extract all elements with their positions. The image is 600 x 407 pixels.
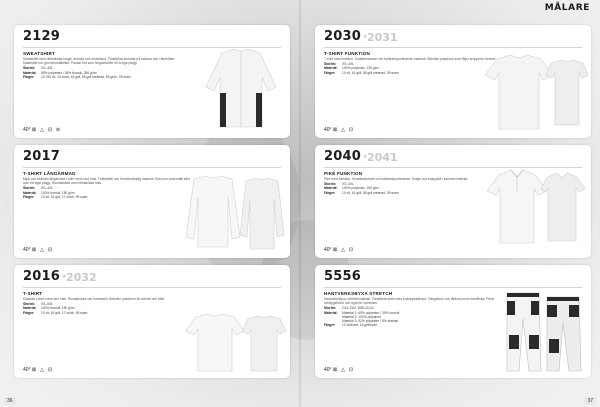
spec-value: XS–4XL xyxy=(342,182,355,187)
product-specs xyxy=(324,62,504,75)
product-specs xyxy=(324,182,504,195)
wash-icon: 40° xyxy=(23,367,31,373)
article-number: 2040 xyxy=(324,149,361,164)
product-card-2030[interactable] xyxy=(315,25,591,138)
spec-key: Material: xyxy=(324,66,338,71)
card-header xyxy=(14,25,290,45)
iron-icon: ⊡ xyxy=(47,247,53,253)
spec-value: XS–4XL xyxy=(41,66,54,71)
spec-value: 10 vit, 16 grå, 17 mörk, 99 svart xyxy=(41,310,88,315)
spec-value: 100% bomull, 150 g/m² xyxy=(41,306,75,311)
product-title: HANTVERKSBYXA STRETCH xyxy=(324,291,393,296)
card-header xyxy=(14,265,290,285)
tshirt-image xyxy=(182,313,287,373)
product-specs xyxy=(324,306,496,327)
iron-icon: ⊡ xyxy=(348,367,354,373)
no-tumble-dry-icon: ⊠ xyxy=(31,247,37,253)
wash-icon: 40° xyxy=(324,367,332,373)
spec-key: Storlek: xyxy=(23,66,36,71)
work-trousers-image xyxy=(503,291,585,373)
article-number: 2030 xyxy=(324,29,361,44)
spec-key: Färger: xyxy=(324,323,336,328)
spec-row xyxy=(324,71,504,75)
wash-icon: 40° xyxy=(324,247,332,253)
spec-value: Material 2: 100% polyamid xyxy=(342,314,381,319)
page-number-right: 37 xyxy=(584,397,596,405)
alt-article-text: 2032 xyxy=(65,271,97,284)
product-specs xyxy=(23,302,203,315)
product-description: Piké med funktion. Snabbtorkande och fukttransporterande. Krage och knappslå i samma material. xyxy=(324,177,469,181)
alt-article-number xyxy=(362,150,398,165)
spec-key: Material: xyxy=(23,70,37,75)
iron-icon: ⊡ xyxy=(47,127,53,133)
product-card-2040[interactable] xyxy=(315,145,591,258)
alt-article-text: 2031 xyxy=(366,31,398,44)
care-symbols xyxy=(324,127,354,133)
spec-value: Material 3: 92% polyester / 8% elastan xyxy=(342,319,399,324)
iron-icon: ⊡ xyxy=(348,127,354,133)
product-description: Klassisk t-shirt med rund hals. Rundstickad och formstabil. Bekväm passform för arbete och fritid. xyxy=(23,297,166,301)
iron-icon: ⊡ xyxy=(47,367,53,373)
product-title: T-SHIRT LÅNGÄRMAD xyxy=(23,171,76,176)
pike-image xyxy=(485,167,585,247)
no-tumble-dry-icon: ⊠ xyxy=(332,247,338,253)
spec-key: Material: xyxy=(23,306,37,311)
bleach-icon: △ xyxy=(341,367,345,373)
spec-key: Färger: xyxy=(23,194,35,199)
spec-key: Storlek: xyxy=(324,182,337,187)
spec-row xyxy=(23,311,203,315)
star-icon: ★ xyxy=(61,274,67,280)
spec-value: XS–5XL xyxy=(41,302,54,307)
bleach-icon: △ xyxy=(341,127,345,133)
product-description: T-shirt med funktion. Snabbtorkande och fukttransporterande material. Bekväm passform som följer kroppens rörelser. xyxy=(324,57,497,61)
care-symbols xyxy=(324,247,354,253)
no-dry-clean-icon: ⊘ xyxy=(55,127,61,133)
section-label: MÅLARE xyxy=(544,3,590,13)
longsleeve-image xyxy=(176,175,286,255)
article-number: 5556 xyxy=(324,269,361,284)
no-tumble-dry-icon: ⊠ xyxy=(31,367,37,373)
product-card-5556[interactable] xyxy=(315,265,591,378)
product-description: Sweatshirt med ribbstickad krage, ärmslut och nederkant. Förstärkta sömmar på axlarna och i ärmhålen. Materialet har god formstabilitet. Passar bra som färgvarianter till övriga plagg. xyxy=(23,57,176,66)
article-number: 2016 xyxy=(23,269,60,284)
product-title: T-SHIRT FUNKTION xyxy=(324,51,371,56)
product-card-2016[interactable] xyxy=(14,265,290,378)
no-tumble-dry-icon: ⊠ xyxy=(31,127,37,133)
spec-value: 100% bomull, 180 g/m² xyxy=(41,190,75,195)
product-description: Mjuk och bekväm långärmad t-shirt med rund hals. Tvättstabil och formbeständig material. Bra som underställ eller som ett eget plagg. Rundstickad med ribbstickad hals. xyxy=(23,177,191,186)
bleach-icon: △ xyxy=(40,127,44,133)
page-number-left: 36 xyxy=(4,397,16,405)
spec-value: XS–4XL xyxy=(342,62,355,67)
spec-value: 100% polyester, 150 g/m² xyxy=(342,186,380,191)
spec-key: Färger: xyxy=(23,74,35,79)
spec-key: Storlek: xyxy=(23,302,36,307)
spec-key: Material: xyxy=(324,186,338,191)
spec-value: 10 vit, 16 grå, 58 grå melerad, 99 svart xyxy=(342,70,399,75)
spec-value: 65% polyester / 35% bomull, 280 g/m² xyxy=(41,70,97,75)
alt-article-number xyxy=(61,270,97,285)
header-rule xyxy=(324,287,582,288)
spec-row xyxy=(23,75,183,79)
spec-key: Storlek: xyxy=(23,186,36,191)
star-icon: ★ xyxy=(362,154,368,160)
spec-value: 10 010 vit, 10 svart, 16 grå, 58 grå melerad, 65 grön, 99 svart xyxy=(41,74,131,79)
spec-key: Storlek: xyxy=(324,306,337,311)
spec-value: 10 vit/svart, 16 grå/svart xyxy=(342,323,378,328)
spec-key: Material: xyxy=(324,310,338,315)
no-tumble-dry-icon: ⊠ xyxy=(332,367,338,373)
spec-value: Material 1: 65% polyester / 35% bomull xyxy=(342,310,400,315)
product-description: Hantverksbyxa i stretchmaterial. Förstärkta knän med knäskyddsfickor. Hängfickor och lårficka med mobilficka. Flera verktygsfickor och ögla för hammare. xyxy=(324,297,494,306)
product-title: SWEATSHIRT xyxy=(23,51,56,56)
care-symbols xyxy=(23,247,53,253)
wash-icon: 40° xyxy=(324,127,332,133)
card-header xyxy=(14,145,290,165)
product-title: T-SHIRT xyxy=(23,291,43,296)
spec-key: Storlek: xyxy=(324,62,337,67)
product-card-2129[interactable] xyxy=(14,25,290,138)
spec-row xyxy=(324,191,504,195)
article-number: 2129 xyxy=(23,29,60,44)
page-gutter xyxy=(299,0,301,407)
bleach-icon: △ xyxy=(40,247,44,253)
card-header xyxy=(315,145,591,165)
card-header xyxy=(315,265,591,285)
star-icon: ★ xyxy=(362,34,368,40)
spec-value: 10 vit, 16 grå, 58 grå melerad, 99 svart xyxy=(342,190,399,195)
spec-value: C44–C62, D88–D124 xyxy=(342,306,374,311)
care-symbols xyxy=(23,367,53,373)
card-header xyxy=(315,25,591,45)
care-symbols xyxy=(23,127,61,133)
product-title: PIKÉ FUNKTION xyxy=(324,171,363,176)
spec-key: Färger: xyxy=(23,310,35,315)
spec-key: Material: xyxy=(23,190,37,195)
spec-row xyxy=(23,195,193,199)
alt-article-number xyxy=(362,30,398,45)
wash-icon: 40° xyxy=(23,247,31,253)
article-number: 2017 xyxy=(23,149,60,164)
spec-key: Färger: xyxy=(324,70,336,75)
header-rule xyxy=(23,167,281,168)
bleach-icon: △ xyxy=(341,247,345,253)
sweatshirt-image xyxy=(204,47,279,132)
care-symbols xyxy=(324,367,354,373)
spec-value: 100% polyester, 130 g/m² xyxy=(342,66,380,71)
product-card-2017[interactable] xyxy=(14,145,290,258)
function-tshirt-image xyxy=(483,53,588,133)
spec-key: Färger: xyxy=(324,190,336,195)
wash-icon: 40° xyxy=(23,127,31,133)
no-tumble-dry-icon: ⊠ xyxy=(332,127,338,133)
spec-row xyxy=(324,323,496,327)
product-specs xyxy=(23,66,183,79)
product-specs xyxy=(23,186,193,199)
bleach-icon: △ xyxy=(40,367,44,373)
alt-article-text: 2041 xyxy=(366,151,398,164)
header-rule xyxy=(324,47,582,48)
header-rule xyxy=(23,287,281,288)
spec-value: XS–4XL xyxy=(41,186,54,191)
iron-icon: ⊡ xyxy=(348,247,354,253)
spec-value: 10 vit, 16 grå, 17 mörk, 99 svart xyxy=(41,194,88,199)
